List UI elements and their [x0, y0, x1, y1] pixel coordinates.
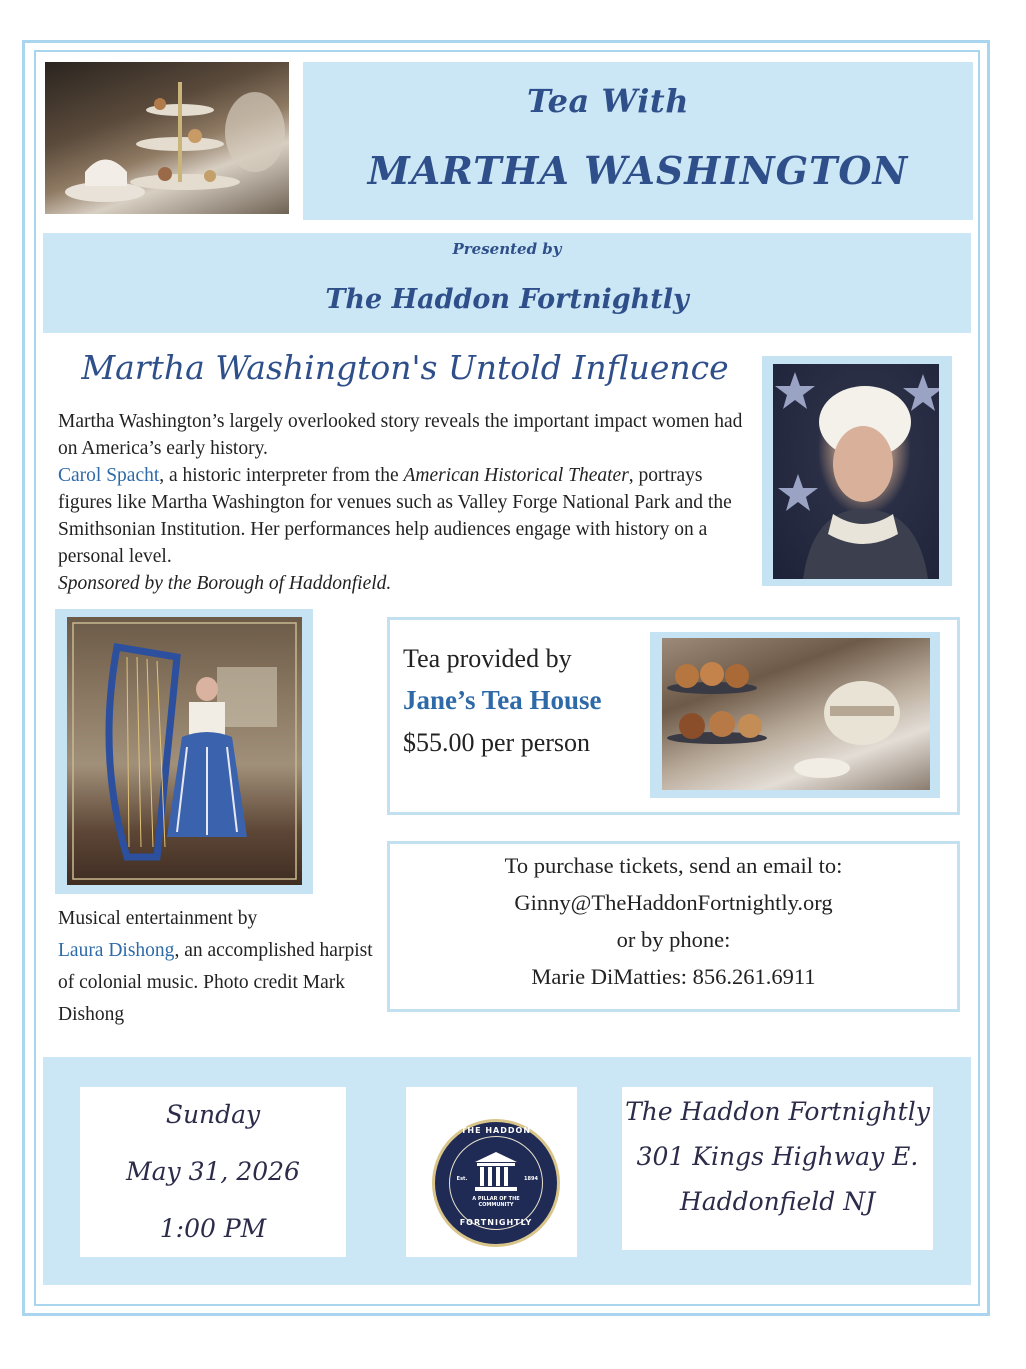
tea-provided-label: Tea provided by — [403, 644, 572, 673]
logo-est: Est. — [456, 1176, 468, 1182]
harpist-photo — [67, 617, 302, 885]
tea-service-photo — [45, 62, 289, 214]
performer-name: Carol Spacht — [58, 465, 160, 486]
martha-washington-portrait — [773, 364, 939, 579]
tea-provider-name: Jane’s Tea House — [403, 685, 602, 715]
venue-city: Haddonfield NJ — [679, 1187, 876, 1216]
intro-paragraph — [58, 408, 758, 597]
music-description — [58, 903, 388, 1031]
title-line2: MARTHA WASHINGTON — [367, 148, 909, 193]
ticket-email[interactable]: Ginny@TheHaddonFortnightly.org — [514, 890, 833, 915]
logo-bottom-text: FORTNIGHTLY — [459, 1218, 533, 1227]
presenter-name: The Haddon Fortnightly — [325, 284, 689, 315]
logo-motto: A PILLAR OF THE COMMUNITY — [472, 1196, 520, 1208]
event-date: May 31, 2026 — [126, 1157, 300, 1186]
music-suffix: , an accomplished harpist of colonial music. Photo credit Mark Dishong — [58, 940, 373, 1025]
sponsor-line: Sponsored by the Borough of Haddonfield. — [58, 573, 392, 594]
logo-year: 1894 — [524, 1176, 538, 1182]
ticket-phone[interactable]: Marie DiMatties: 856.261.6911 — [531, 964, 816, 989]
ticket-phone-label: or by phone: — [616, 927, 731, 952]
scones-teapot-photo — [662, 638, 930, 790]
logo-top-text: THE HADDON — [460, 1126, 532, 1135]
organization-name: American Historical Theater — [403, 465, 629, 486]
event-day: Sunday — [165, 1100, 261, 1129]
presented-by-label: Presented by — [452, 240, 562, 258]
harpist-name: Laura Dishong — [58, 940, 175, 961]
intro-text-2a: , a historic interpreter from the — [159, 465, 404, 486]
ticket-instructions: To purchase tickets, send an email to: — [504, 853, 843, 878]
title-line1: Tea With — [527, 82, 689, 120]
venue-street: 301 Kings Highway E. — [636, 1142, 919, 1171]
section-heading: Martha Washington's Untold Influence — [81, 348, 729, 387]
tea-price: $55.00 per person — [403, 728, 591, 757]
event-time: 1:00 PM — [159, 1214, 267, 1243]
building-icon — [473, 1150, 519, 1192]
venue-name: The Haddon Fortnightly — [625, 1097, 930, 1126]
music-prefix: Musical entertainment by — [58, 908, 258, 929]
intro-text-2b: , portrays figures like Martha Washington for venues such as Valley Forge National Park and the Smithsonian Institution. Her performances help audiences engage with history on a personal level. — [58, 465, 732, 567]
intro-text-1: Martha Washington’s largely overlooked story reveals the important impact women had on America’s early history. — [58, 411, 743, 459]
